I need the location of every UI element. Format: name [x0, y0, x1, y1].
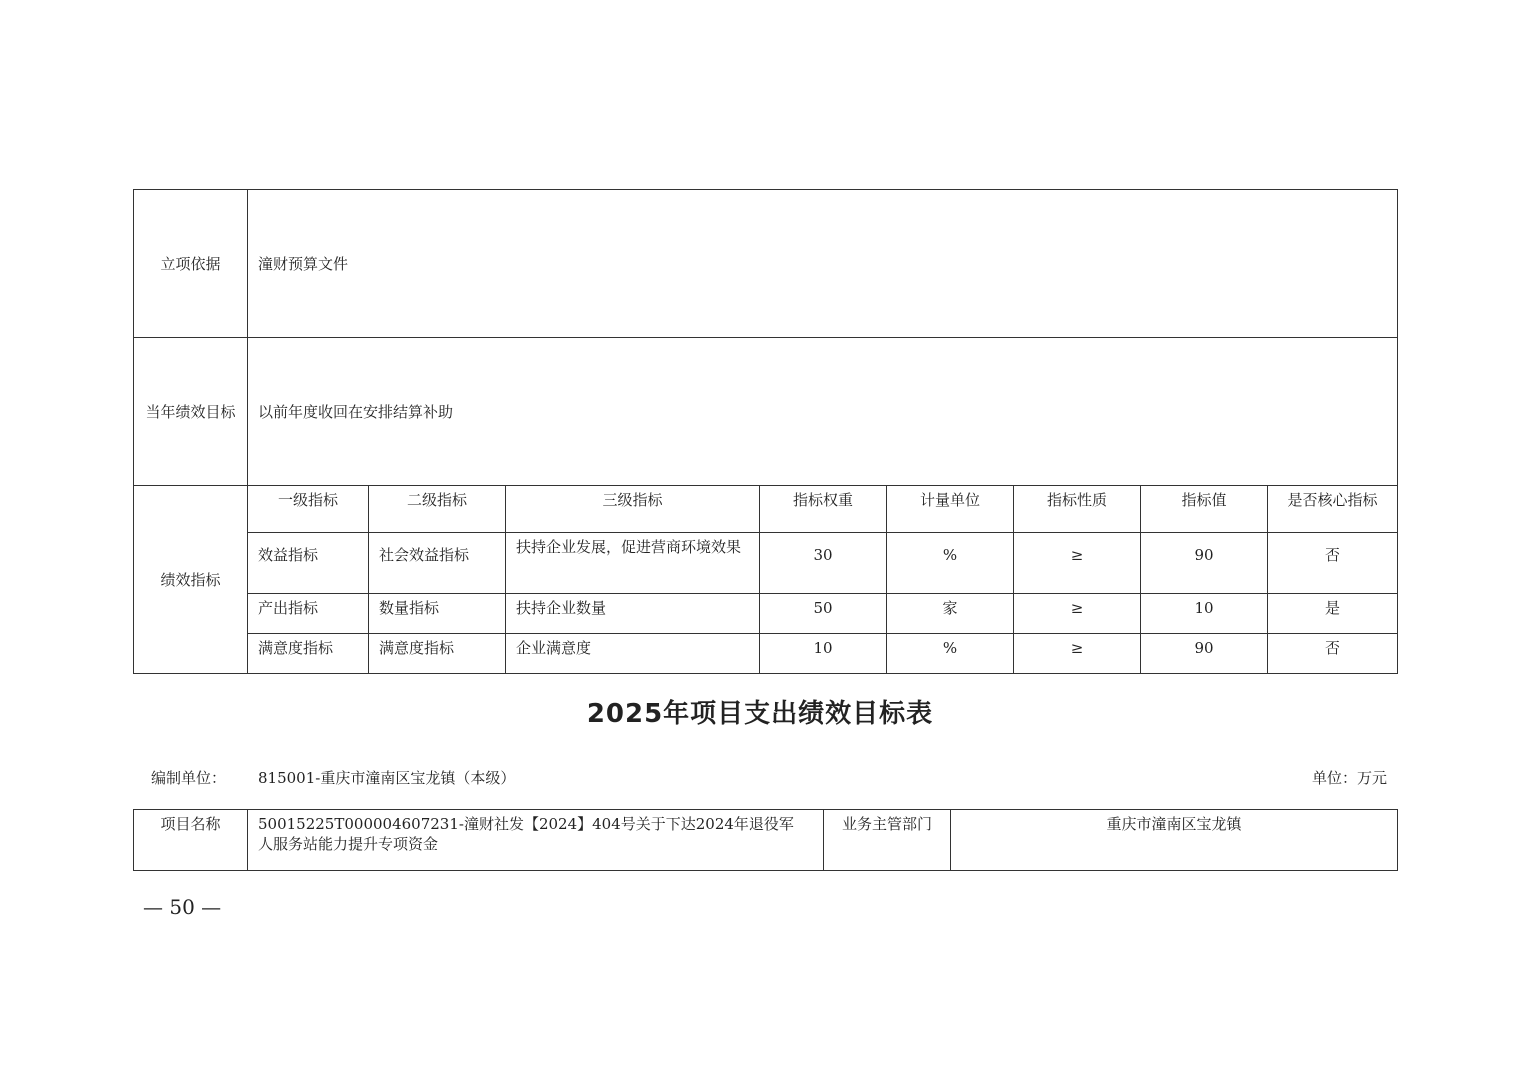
project-info-row — [134, 810, 1398, 871]
table-cell: ≥ — [1014, 533, 1141, 594]
table-cell: 效益指标 — [248, 533, 369, 594]
basis-label: 立项依据 — [134, 190, 248, 338]
header-cell: 一级指标 — [248, 486, 369, 533]
document-title: 2025年项目支出绩效目标表 — [586, 699, 934, 729]
table-cell: 数量指标 — [369, 594, 506, 634]
header-cell: 二级指标 — [369, 486, 506, 533]
header-cell: 指标值 — [1141, 486, 1268, 533]
table-cell: 10 — [1141, 594, 1268, 634]
table-cell: % — [887, 533, 1014, 594]
table-row — [134, 533, 1398, 594]
table-cell: ≥ — [1014, 594, 1141, 634]
table-cell: 否 — [1268, 533, 1398, 594]
project-name-label: 项目名称 — [134, 810, 248, 871]
goal-label: 当年绩效目标 — [134, 338, 248, 486]
table-cell: 是 — [1268, 594, 1398, 634]
table-cell: 90 — [1141, 533, 1268, 594]
indicator-header-row — [134, 486, 1398, 533]
goal-row — [134, 338, 1398, 486]
table-cell: 50 — [760, 594, 887, 634]
org-label: 编制单位： — [151, 769, 227, 787]
table-cell: 企业满意度 — [506, 634, 760, 674]
basis-row — [134, 190, 1398, 338]
project-name-value: 50015225T000004607231-潼财社发【2024】404号关于下达2024年退役军人服务站能力提升专项资金 — [248, 810, 824, 871]
table-cell: 30 — [760, 533, 887, 594]
table-cell: 满意度指标 — [369, 634, 506, 674]
dept-label: 业务主管部门 — [824, 810, 951, 871]
header-cell: 三级指标 — [506, 486, 760, 533]
table-cell: 90 — [1141, 634, 1268, 674]
table-cell: 满意度指标 — [248, 634, 369, 674]
table-cell: 否 — [1268, 634, 1398, 674]
table-cell: % — [887, 634, 1014, 674]
table-cell: 10 — [760, 634, 887, 674]
project-info-table — [133, 809, 1398, 871]
table-row — [134, 634, 1398, 674]
table-cell: ≥ — [1014, 634, 1141, 674]
header-cell: 指标性质 — [1014, 486, 1141, 533]
header-cell: 指标权重 — [760, 486, 887, 533]
page-number: — 50 — — [143, 895, 222, 919]
performance-table-upper — [133, 189, 1398, 674]
org-value: 815001-重庆市潼南区宝龙镇（本级） — [258, 769, 516, 787]
goal-value: 以前年度收回在安排结算补助 — [248, 338, 1398, 486]
header-cell: 是否核心指标 — [1268, 486, 1398, 533]
unit-label: 单位：万元 — [1311, 769, 1387, 787]
table-cell: 家 — [887, 594, 1014, 634]
header-cell: 计量单位 — [887, 486, 1014, 533]
dept-value: 重庆市潼南区宝龙镇 — [951, 810, 1398, 871]
table-row — [134, 594, 1398, 634]
basis-value: 潼财预算文件 — [248, 190, 1398, 338]
table-cell: 扶持企业发展，促进营商环境效果 — [506, 533, 760, 594]
table-cell: 产出指标 — [248, 594, 369, 634]
table-cell: 社会效益指标 — [369, 533, 506, 594]
indicators-label: 绩效指标 — [134, 486, 248, 674]
table-cell: 扶持企业数量 — [506, 594, 760, 634]
